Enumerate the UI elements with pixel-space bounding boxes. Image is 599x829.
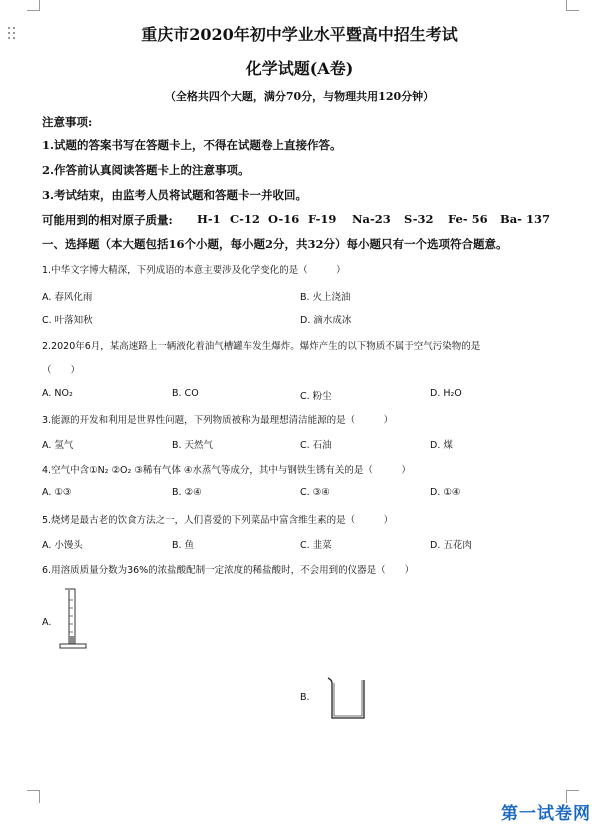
note-item: 3.考试结束，由监考人员将试题和答题卡一并收回。: [42, 188, 308, 202]
atomic-mass-value: S-32: [404, 212, 434, 226]
option-d[interactable]: D. H₂O: [430, 388, 462, 399]
question-text: 3.能源的开发和利用是世界性问题，下列物质被称为最理想清洁能源的是（ ）: [42, 415, 394, 426]
crop-mark-top-left: [27, 0, 40, 11]
atomic-mass-value: Fe- 56: [448, 212, 488, 226]
question-text: 6.用溶质质量分数为36%的浓盐酸配制一定浓度的稀盐酸时，不会用到的仪器是（ ）: [42, 565, 415, 576]
section-heading: 一、选择题（本大题包括16个小题，每小题2分，共32分）每小题只有一个选项符合题意。: [42, 237, 508, 251]
option-c[interactable]: C. 叶落知秋: [42, 315, 93, 326]
option-b[interactable]: B. 鱼: [172, 540, 195, 551]
atomic-mass-value: Na-23: [352, 212, 391, 226]
option-b[interactable]: B.: [300, 692, 310, 703]
crop-mark-top-right: [566, 0, 579, 11]
atomic-mass-value: O-16: [268, 212, 300, 226]
question-text: 1.中华文字博大精深，下列成语的本意主要涉及化学变化的是（ ）: [42, 265, 346, 276]
atomic-mass-value: Ba- 137: [500, 212, 550, 226]
note-item: 2.作答前认真阅读答题卡上的注意事项。: [42, 163, 250, 177]
option-d[interactable]: D. ①④: [430, 487, 461, 498]
exam-subtitle: 化学试题(A卷): [245, 59, 354, 78]
option-a[interactable]: A. 氢气: [42, 440, 74, 451]
notes-heading: 注意事项:: [42, 115, 93, 129]
atomic-mass-label: 可能用到的相对原子质量:: [42, 213, 173, 227]
option-c[interactable]: C. 粉尘: [300, 391, 332, 402]
option-a[interactable]: A. 春风化雨: [42, 292, 93, 303]
question-text: 4.空气中含①N₂ ②O₂ ③稀有气体 ④水蒸气等成分，其中与钢铁生锈有关的是（ ）: [42, 465, 411, 476]
option-a[interactable]: A. 小馒头: [42, 540, 83, 551]
option-b[interactable]: B. 火上浇油: [300, 292, 351, 303]
atomic-mass-value: C-12: [230, 212, 260, 226]
option-c[interactable]: C. 韭菜: [300, 540, 332, 551]
question-text: 5.烧烤是最古老的饮食方法之一，人们喜爱的下列菜品中富含维生素的是（ ）: [42, 515, 394, 526]
beaker-icon: [324, 674, 374, 724]
watermark-text: 第一试卷网: [501, 804, 591, 824]
option-a[interactable]: A. ①③: [42, 487, 72, 498]
option-b[interactable]: B. CO: [172, 388, 199, 399]
option-d[interactable]: D. 煤: [430, 440, 453, 451]
option-d[interactable]: D. 五花肉: [430, 540, 472, 551]
option-c[interactable]: C. 石油: [300, 440, 332, 451]
option-a[interactable]: A.: [42, 617, 52, 628]
exam-info: （全格共四个大题，满分70分，与物理共用120分钟）: [164, 90, 435, 103]
option-d[interactable]: D. 滴水成冰: [300, 315, 352, 326]
option-a[interactable]: A. NO₂: [42, 388, 73, 399]
question-text: 2.2020年6月，某高速路上一辆液化着油气槽罐车发生爆炸。爆炸产生的以下物质不属于空气污染物的是: [42, 341, 481, 352]
option-b[interactable]: B. ②④: [172, 487, 202, 498]
graduated-cylinder-icon: [58, 586, 98, 656]
crop-mark-bottom-left: [27, 790, 40, 803]
option-c[interactable]: C. ③④: [300, 487, 330, 498]
question-text-continued: （ ）: [42, 365, 81, 376]
atomic-mass-value: F-19: [308, 212, 337, 226]
note-item: 1.试题的答案书写在答题卡上，不得在试题卷上直接作答。: [42, 138, 342, 152]
exam-title: 重庆市2020年初中学业水平暨高中招生考试: [141, 25, 458, 44]
atomic-mass-value: H-1: [197, 212, 221, 226]
option-b[interactable]: B. 天然气: [172, 440, 214, 451]
